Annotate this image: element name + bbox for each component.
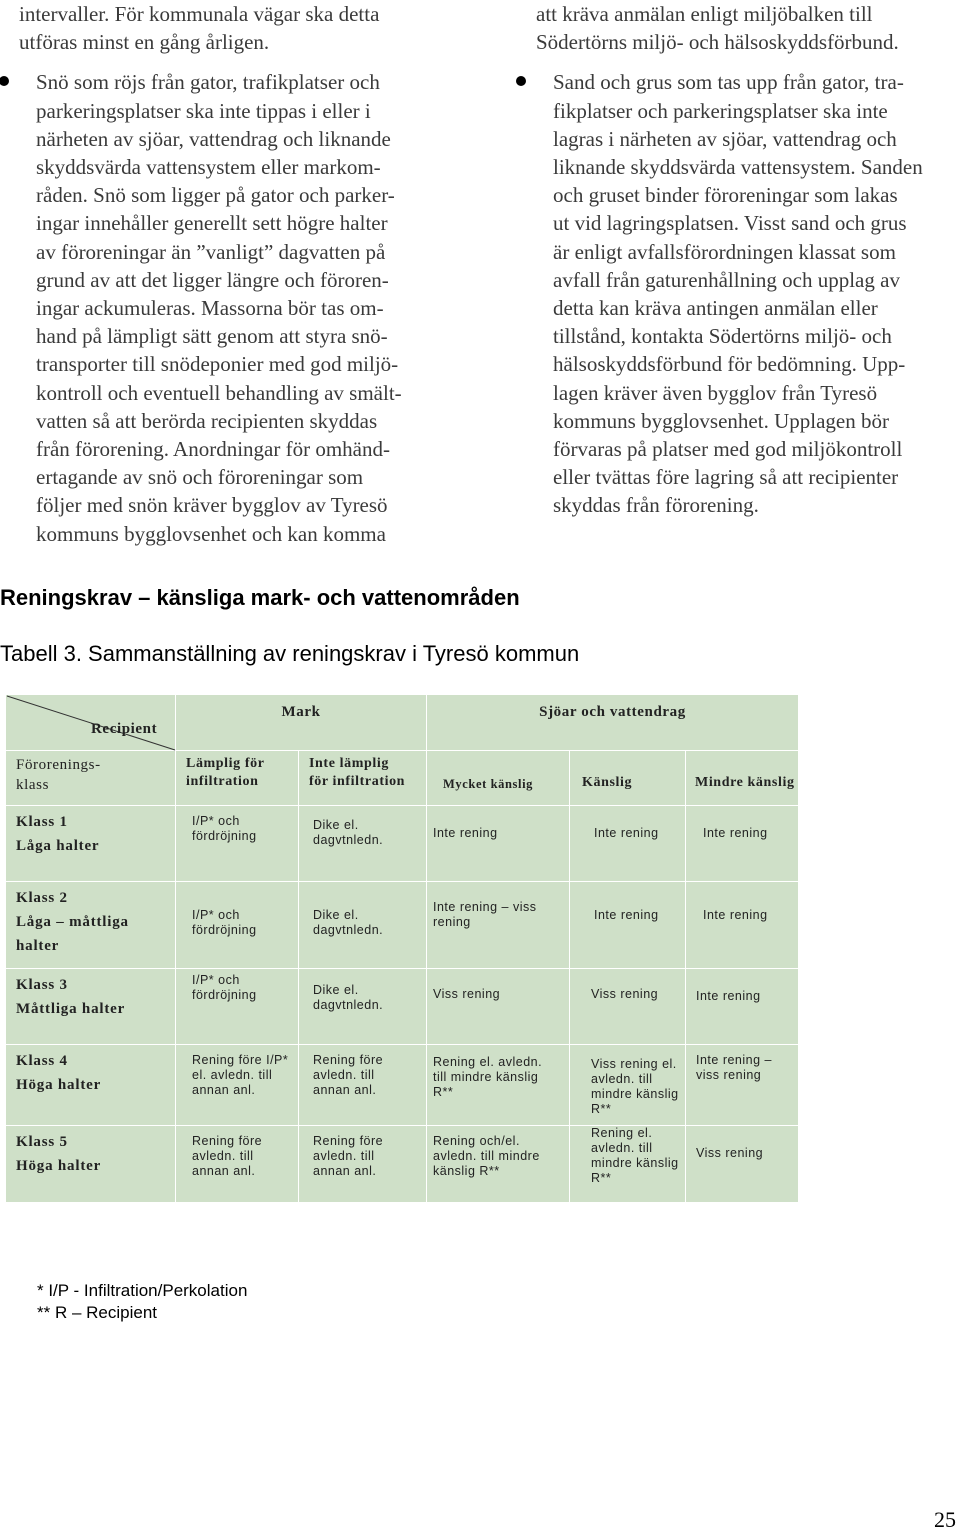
right-column bbox=[536, 0, 958, 520]
value-cell bbox=[427, 1126, 570, 1203]
left-intro bbox=[19, 0, 437, 56]
text-line: detta kan kräva antingen anmälan eller bbox=[553, 296, 878, 321]
class-cell bbox=[6, 969, 176, 1045]
value-line: dagvtnledn. bbox=[313, 998, 384, 1012]
value-line: känslig R** bbox=[433, 1164, 500, 1178]
class-line: Måttliga halter bbox=[16, 1001, 126, 1017]
footnotes bbox=[37, 1280, 247, 1324]
class-header-cell bbox=[6, 751, 176, 806]
value-line: Dike el. bbox=[313, 818, 359, 832]
value-line: Dike el. bbox=[313, 908, 359, 922]
value-cell bbox=[427, 969, 570, 1045]
text-line: intervaller. För kommunala vägar ska detta bbox=[19, 2, 380, 26]
text-line: kommuns bygglovsenhet och kan komma bbox=[36, 521, 386, 546]
value-line: avledn. till bbox=[591, 1072, 653, 1086]
value-line: mindre känslig bbox=[591, 1156, 679, 1170]
bullet-icon bbox=[516, 76, 526, 86]
page-number: 25 bbox=[934, 1507, 956, 1532]
value-line: avledn. till bbox=[313, 1149, 375, 1163]
value-cell bbox=[570, 1126, 686, 1203]
value-cell bbox=[299, 1045, 427, 1126]
value-cell bbox=[176, 806, 299, 882]
group-label: Sjöar och vattendrag bbox=[539, 704, 686, 720]
class-line: Låga halter bbox=[16, 838, 100, 854]
bullet-text bbox=[553, 68, 958, 519]
bullet-icon bbox=[0, 76, 9, 86]
value-line: annan anl. bbox=[192, 1164, 256, 1178]
table-subheader-row bbox=[6, 751, 799, 806]
class-line: Klass 1 bbox=[16, 814, 68, 830]
value-cell bbox=[570, 969, 686, 1045]
class-header-line: klass bbox=[16, 777, 49, 793]
value-cell bbox=[686, 969, 799, 1045]
value-cell bbox=[686, 1126, 799, 1203]
value-cell bbox=[176, 1126, 299, 1203]
value-line: annan anl. bbox=[313, 1083, 377, 1097]
group-header-water bbox=[427, 695, 799, 751]
text-line: skyddas från förorening. bbox=[553, 493, 759, 518]
table-header-row bbox=[6, 695, 799, 751]
text-line: lagras i närheten av sjöar, vattendrag och bbox=[553, 126, 897, 151]
text-line: Sand och grus som tas upp från gator, tra- bbox=[553, 70, 904, 95]
value-line: R** bbox=[591, 1171, 612, 1185]
footnote-line: ** R – Recipient bbox=[37, 1303, 158, 1322]
value-line: Rening före bbox=[313, 1134, 384, 1148]
value-line: Rening före bbox=[192, 1134, 263, 1148]
table-body bbox=[6, 806, 799, 1203]
value-cell bbox=[299, 882, 427, 969]
value-line: el. avledn. till bbox=[192, 1068, 273, 1082]
value-line: Rening el. avledn. bbox=[433, 1055, 543, 1069]
value-line: R** bbox=[433, 1085, 454, 1099]
value-line: Viss rening bbox=[433, 987, 501, 1001]
value-line: Dike el. bbox=[313, 983, 359, 997]
text-line: avfall från gaturenhållning och upplag av bbox=[553, 267, 900, 292]
text-line: förvaras på platser med god miljökontroll bbox=[553, 437, 903, 462]
subheader-line: Mycket känslig bbox=[443, 777, 533, 791]
text-line: tillstånd, kontakta Södertörns miljö- och bbox=[553, 324, 892, 349]
text-line: kontroll och eventuell behandling av smält- bbox=[36, 380, 402, 405]
subheader-line: infiltration bbox=[186, 774, 259, 789]
text-line: hälsoskyddsförbund för bedömning. Upp- bbox=[553, 352, 906, 377]
value-line: I/P* och bbox=[192, 814, 240, 828]
recipient-label: Recipient bbox=[91, 721, 158, 737]
value-cell bbox=[299, 969, 427, 1045]
value-line: avledn. till bbox=[313, 1068, 375, 1082]
value-line: Rening el. bbox=[591, 1126, 653, 1140]
subheader-cell bbox=[686, 751, 799, 806]
table-row bbox=[6, 1045, 799, 1126]
value-line: R** bbox=[591, 1102, 612, 1116]
value-cell bbox=[427, 1045, 570, 1126]
value-line: Rening och/el. bbox=[433, 1134, 520, 1148]
class-line: halter bbox=[16, 938, 60, 954]
text-line: att kräva anmälan enligt miljöbalken till bbox=[536, 2, 873, 26]
value-cell bbox=[176, 1045, 299, 1126]
value-line: avledn. till bbox=[591, 1141, 653, 1155]
table-row bbox=[6, 806, 799, 882]
text-line: hand på lämpligt sätt genom att styra snö- bbox=[36, 324, 388, 349]
value-line: Viss rening el. bbox=[591, 1057, 677, 1071]
text-line: Snö som röjs från gator, trafikplatser och bbox=[36, 70, 380, 95]
value-line: fördröjning bbox=[192, 923, 257, 937]
value-line: Rening före bbox=[313, 1053, 384, 1067]
class-cell bbox=[6, 882, 176, 969]
text-line: närheten av sjöar, vattendrag och liknande bbox=[36, 126, 391, 151]
value-cell bbox=[686, 1045, 799, 1126]
text-line: utföras minst en gång årligen. bbox=[19, 30, 270, 55]
text-line: ertagande av snö och föroreningar som bbox=[36, 465, 364, 490]
value-line: Rening före I/P* bbox=[192, 1053, 289, 1067]
subheader-line: Inte lämplig bbox=[309, 756, 389, 771]
value-line: rening bbox=[433, 915, 471, 929]
value-line: Viss rening bbox=[591, 987, 659, 1001]
value-line: Inte rening bbox=[594, 908, 659, 922]
text-line: grund av att det ligger längre och föroren- bbox=[36, 267, 389, 292]
subheader-cell bbox=[176, 751, 299, 806]
table-row bbox=[6, 1126, 799, 1203]
class-cell bbox=[6, 1126, 176, 1203]
class-line: Höga halter bbox=[16, 1158, 102, 1174]
value-cell bbox=[686, 806, 799, 882]
text-line: råden. Snö som ligger på gator och parker- bbox=[36, 183, 395, 208]
group-label: Mark bbox=[281, 704, 321, 720]
subheader-cell bbox=[570, 751, 686, 806]
value-cell bbox=[427, 806, 570, 882]
value-cell bbox=[427, 882, 570, 969]
text-line: skyddsvärda vattensystem eller markom- bbox=[36, 155, 381, 180]
subheader-line: Lämplig för bbox=[186, 756, 265, 771]
value-line: fördröjning bbox=[192, 829, 257, 843]
footnote-line: * I/P - Infiltration/Perkolation bbox=[37, 1281, 248, 1300]
bullet-item-snow bbox=[19, 68, 437, 547]
text-line: vatten så att berörda recipienten skyddas bbox=[36, 408, 378, 433]
value-cell bbox=[299, 806, 427, 882]
value-line: annan anl. bbox=[192, 1083, 256, 1097]
text-line: ut vid lagringsplatsen. Visst sand och grus bbox=[553, 211, 907, 236]
class-cell bbox=[6, 1045, 176, 1126]
class-line: Klass 2 bbox=[16, 890, 68, 906]
value-line: Viss rening bbox=[696, 1146, 764, 1160]
class-line: Låga – måttliga bbox=[16, 914, 129, 930]
value-cell bbox=[570, 882, 686, 969]
class-line: Klass 3 bbox=[16, 977, 68, 993]
value-line: till mindre känslig bbox=[433, 1070, 539, 1084]
text-line: eller tvättas före lagring så att recipienter bbox=[553, 465, 899, 490]
bullet-item-sand bbox=[536, 68, 958, 519]
class-header-line: Förorenings- bbox=[16, 757, 101, 773]
value-line: avledn. till mindre bbox=[433, 1149, 540, 1163]
value-line: I/P* och bbox=[192, 908, 240, 922]
text-line: av föroreningar än ”vanligt” dagvatten på bbox=[36, 239, 386, 264]
text-line: parkeringsplatser ska inte tippas i eller i bbox=[36, 98, 371, 123]
table-caption: Tabell 3. Sammanställning av reningskrav i Tyresö kommun bbox=[0, 641, 580, 666]
right-intro bbox=[536, 0, 958, 56]
subheader-line: Känslig bbox=[582, 775, 633, 790]
text-line: är enligt avfallsförordningen klassat som bbox=[553, 239, 896, 264]
recipient-corner-cell bbox=[6, 695, 176, 751]
value-line: Inte rening bbox=[594, 826, 659, 840]
value-line: annan anl. bbox=[313, 1164, 377, 1178]
class-line: Klass 4 bbox=[16, 1053, 68, 1069]
value-cell bbox=[176, 969, 299, 1045]
value-cell bbox=[686, 882, 799, 969]
table-row bbox=[6, 969, 799, 1045]
value-line: Inte rening – viss bbox=[433, 900, 537, 914]
table-row bbox=[6, 882, 799, 969]
value-line: Inte rening bbox=[703, 826, 768, 840]
value-line: Inte rening bbox=[703, 908, 768, 922]
value-line: Inte rening – bbox=[696, 1053, 772, 1067]
value-cell bbox=[570, 806, 686, 882]
text-line: fikplatser och parkeringsplatser ska inte bbox=[553, 98, 888, 123]
value-line: Inte rening bbox=[433, 826, 498, 840]
value-line: dagvtnledn. bbox=[313, 923, 384, 937]
subheader-cell bbox=[299, 751, 427, 806]
text-line: Södertörns miljö- och hälsoskyddsförbund. bbox=[536, 30, 899, 55]
bullet-text bbox=[36, 68, 437, 547]
class-cell bbox=[6, 806, 176, 882]
text-line: kommuns bygglovsenhet. Upplagen bör bbox=[553, 408, 889, 433]
left-column bbox=[19, 0, 437, 548]
value-line: avledn. till bbox=[192, 1149, 254, 1163]
value-line: I/P* och bbox=[192, 973, 240, 987]
requirements-table bbox=[5, 694, 799, 1203]
text-line: transporter till snödeponier med god miljö- bbox=[36, 352, 399, 377]
section-heading: Reningskrav – känsliga mark- och vattenområden bbox=[0, 585, 520, 610]
text-line: och gruset binder föroreningar som lakas bbox=[553, 183, 898, 208]
group-header-mark bbox=[176, 695, 427, 751]
value-line: dagvtnledn. bbox=[313, 833, 384, 847]
text-line: från förorening. Anordningar för omhänd- bbox=[36, 437, 390, 462]
value-line: viss rening bbox=[696, 1068, 762, 1082]
subheader-line: för infiltration bbox=[309, 774, 406, 789]
text-line: liknande skyddsvärda vattensystem. Sanden bbox=[553, 155, 923, 180]
value-cell bbox=[299, 1126, 427, 1203]
value-line: mindre känslig bbox=[591, 1087, 679, 1101]
subheader-cell bbox=[427, 751, 570, 806]
value-line: Inte rening bbox=[696, 989, 761, 1003]
subheader-line: Mindre känslig bbox=[695, 775, 795, 790]
value-cell bbox=[570, 1045, 686, 1126]
text-line: ingar innehåller generellt sett högre halter bbox=[36, 211, 388, 236]
class-line: Klass 5 bbox=[16, 1134, 68, 1150]
text-line: lagen kräver även bygglov från Tyresö bbox=[553, 380, 878, 405]
value-cell bbox=[176, 882, 299, 969]
text-line: ingar ackumuleras. Massorna bör tas om- bbox=[36, 296, 384, 321]
class-line: Höga halter bbox=[16, 1077, 102, 1093]
text-line: följer med snön kräver bygglov av Tyresö bbox=[36, 493, 388, 518]
value-line: fördröjning bbox=[192, 988, 257, 1002]
